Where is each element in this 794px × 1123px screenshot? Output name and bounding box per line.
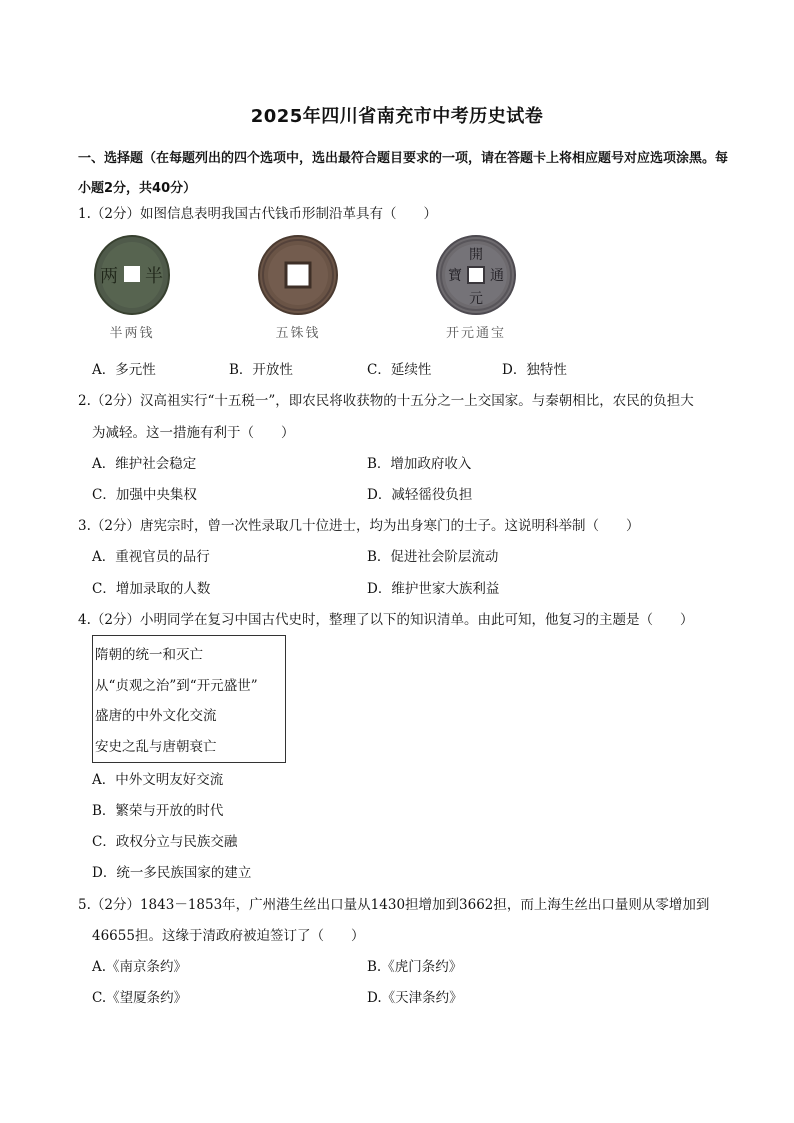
knowledge-list-item: 隋朝的统一和灭亡: [95, 647, 203, 663]
q3-option-c[interactable]: C．增加录取的人数: [92, 581, 211, 597]
coin-wuzhu: [248, 232, 348, 341]
coin-label: 开元通宝: [445, 326, 506, 341]
knowledge-list-item: 盛唐的中外文化交流: [95, 708, 217, 724]
page-title: 2025年四川省南充市中考历史试卷: [250, 106, 544, 127]
q1-option-d[interactable]: D．独特性: [502, 362, 567, 378]
q1-option-c[interactable]: C．延续性: [367, 362, 432, 378]
q5-option-c[interactable]: C.《望厦条约》: [92, 990, 188, 1006]
question-1-stem: 1.（2分）如图信息表明我国古代钱币形制沿革具有（ ）: [78, 206, 437, 222]
q5-option-d[interactable]: D.《天津条约》: [367, 990, 463, 1006]
question-4-stem: 4.（2分）小明同学在复习中国古代史时，整理了以下的知识清单。由此可知，他复习的主题是（ ）: [78, 612, 694, 628]
q3-option-a[interactable]: A．重视官员的品行: [92, 549, 210, 565]
kaiyuan-coin-image: [431, 232, 521, 318]
q5-option-b[interactable]: B.《虎门条约》: [367, 959, 463, 975]
question-2-stem-line1: 2.（2分）汉高祖实行“十五税一”，即农民将收获物的十五分之一上交国家。与秦朝相比，农民的负担大: [78, 393, 694, 409]
knowledge-list-box: [92, 635, 286, 763]
coin-char: 元: [469, 291, 483, 307]
q4-option-d[interactable]: D．统一多民族国家的建立: [92, 865, 252, 881]
q1-option-b[interactable]: B．开放性: [229, 362, 293, 378]
question-3-stem: 3.（2分）唐宪宗时，曾一次性录取几十位进士，均为出身寒门的士子。这说明科举制（ ）: [78, 518, 640, 534]
q4-option-a[interactable]: A．中外文明友好交流: [92, 772, 224, 788]
q3-option-b[interactable]: B．促进社会阶层流动: [367, 549, 499, 565]
coin-label: 半两钱: [109, 326, 155, 341]
coin-char: 開: [469, 247, 483, 263]
question-5-stem-line2: 46655担。这缘于清政府被迫签订了（ ）: [92, 928, 365, 944]
coin-char: 通: [490, 268, 504, 284]
coin-kaiyuan: [426, 232, 526, 341]
coin-banliang: [82, 232, 182, 341]
q4-option-b[interactable]: B．繁荣与开放的时代: [92, 803, 224, 819]
coin-label: 五铢钱: [275, 326, 321, 341]
coin-char: 两: [100, 266, 118, 287]
q2-option-a[interactable]: A．维护社会稳定: [92, 456, 197, 472]
knowledge-list-item: 安史之乱与唐朝衰亡: [95, 738, 217, 755]
q2-option-c[interactable]: C．加强中央集权: [92, 487, 197, 503]
coin-char: 半: [145, 266, 163, 287]
coin-char: 寶: [448, 268, 462, 284]
q4-option-c[interactable]: C．政权分立与民族交融: [92, 834, 238, 850]
wuzhu-coin-image: [253, 232, 343, 318]
q5-option-a[interactable]: A.《南京条约》: [92, 959, 188, 975]
q2-option-b[interactable]: B．增加政府收入: [367, 456, 472, 472]
banliang-coin-image: [87, 232, 177, 318]
knowledge-list-item: 从“贞观之治”到“开元盛世”: [95, 677, 258, 694]
q3-option-d[interactable]: D．维护世家大族利益: [367, 581, 500, 597]
q1-option-a[interactable]: A．多元性: [92, 362, 156, 378]
question-2-stem-line2: 为减轻。这一措施有利于（ ）: [92, 425, 295, 441]
section-heading: 一、选择题（在每题列出的四个选项中，选出最符合题目要求的一项，请在答题卡上将相应题号对应选项涂黑。每小题2分，共40分）: [78, 151, 729, 196]
question-5-stem-line1: 5.（2分）1843－1853年，广州港生丝出口量从1430担增加到3662担，而上海生丝出口量则从零增加到: [78, 897, 710, 913]
q2-option-d[interactable]: D．减轻徭役负担: [367, 487, 473, 503]
